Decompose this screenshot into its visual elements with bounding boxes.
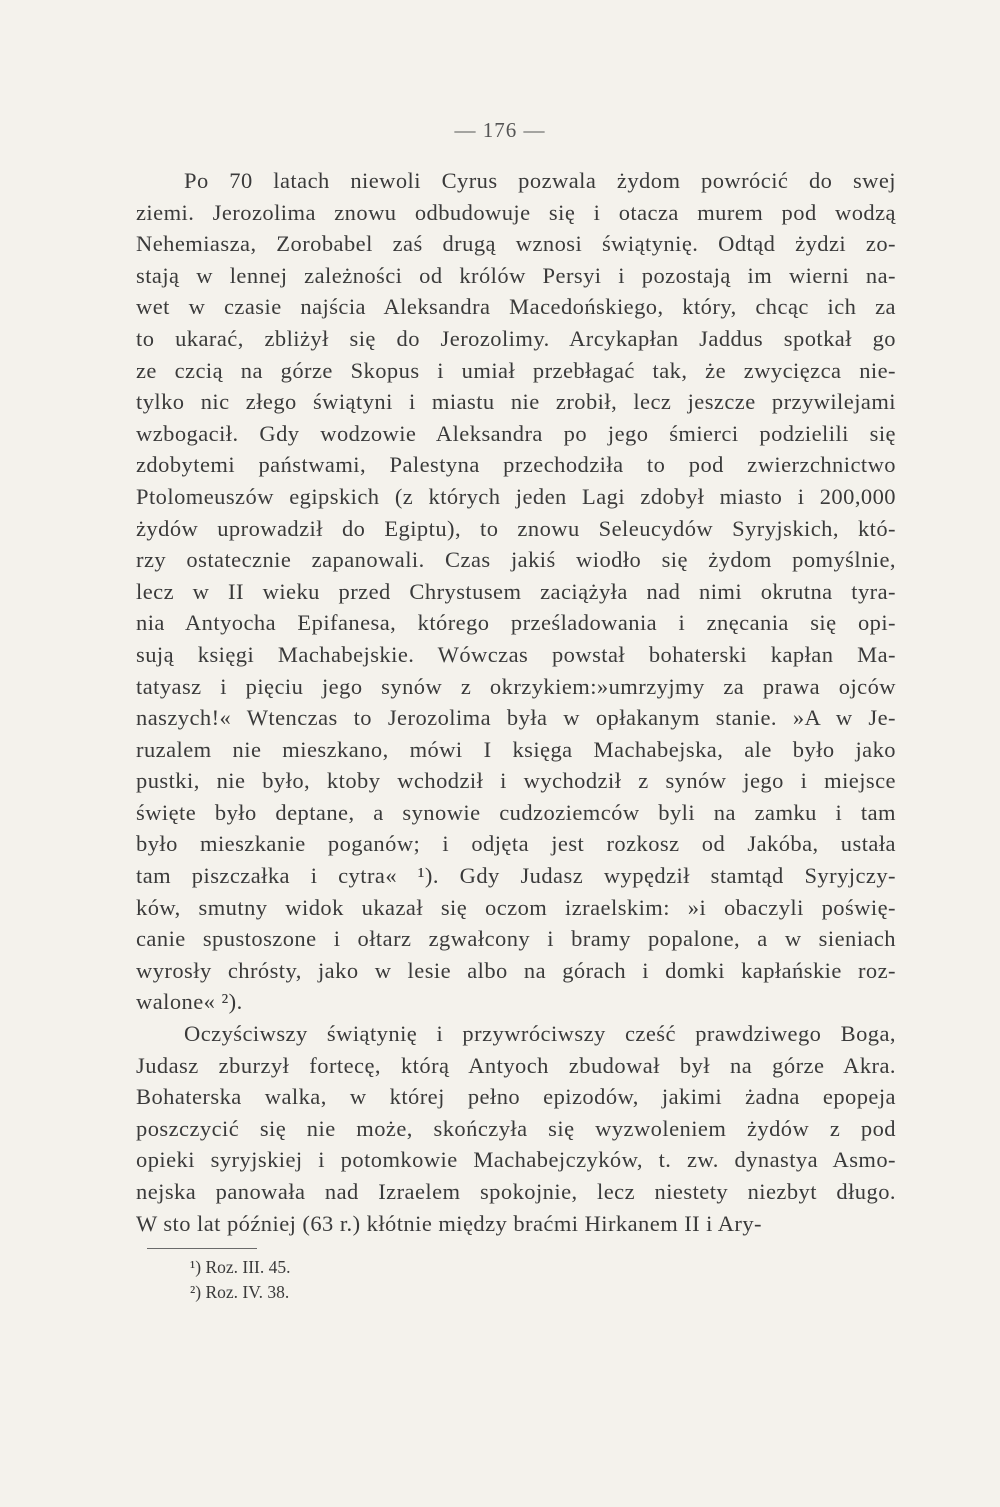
text-line: canie spustoszone i ołtarz zgwałcony i bramy popalone, a w sieniach <box>136 926 896 952</box>
text-line: stają w lennej zależności od królów Persyi i pozostają im wierni na- <box>136 262 896 288</box>
text-line: tam piszczałka i cytra« ¹). Gdy Judasz wypędził stamtąd Syryjczy- <box>136 863 896 889</box>
text-line: święte było deptane, a synowie cudzoziemców byli na zamku i tam <box>136 799 896 825</box>
text-line: poszczycić się nie może, skończyła się wyzwoleniem żydów z pod <box>136 1115 896 1141</box>
text-line: opieki syryjskiej i potomkowie Machabejczyków, t. zw. dynastya Asmo- <box>136 1147 896 1173</box>
text-line: nejska panowała nad Izraelem spokojnie, lecz niestety niezbyt długo. <box>136 1179 896 1204</box>
text-line: wyrosły chrósty, jako w lesie albo na górach i domki kapłańskie roz- <box>136 957 896 983</box>
page-number: — 176 — <box>454 118 546 142</box>
text-line: było mieszkanie poganów; i odjęta jest rozkosz od Jakóba, ustała <box>136 831 896 857</box>
text-line: nia Antyocha Epifanesa, którego prześladowania i znęcania się opi- <box>136 610 896 636</box>
text-line: ruzalem nie mieszkano, mówi I księga Machabejska, ale było jako <box>136 736 896 762</box>
text-line: to ukarać, zbliżył się do Jerozolimy. Arcykapłan Jaddus spotkał go <box>136 325 896 351</box>
footnote: ²) Roz. IV. 38. <box>190 1282 290 1302</box>
text-line: Judasz zburzył fortecę, którą Antyoch zbudował był na górze Akra. <box>136 1052 896 1078</box>
text-line: Nehemiasza, Zorobabel zaś drugą wznosi świątynię. Odtąd żydzi zo- <box>136 231 896 257</box>
text-line: lecz w II wieku przed Chrystusem zaciążyła nad nimi okrutna tyra- <box>136 578 896 604</box>
text-line: wet w czasie najścia Aleksandra Macedońskiego, który, chcąc ich za <box>136 294 896 320</box>
text-line: naszych!« Wtenczas to Jerozolima była w opłakanym stanie. »A w Je- <box>136 705 896 731</box>
text-line: Oczyściwszy świątynię i przywróciwszy cześć prawdziwego Boga, <box>184 1021 896 1047</box>
text-line: Bohaterska walka, w której pełno epizodów, jakimi żadna epopeja <box>136 1084 896 1110</box>
text-line: walone« ²). <box>136 989 243 1015</box>
text-line: pustki, nie było, ktoby wchodził i wychodził z synów jego i miejsce <box>136 768 896 794</box>
text-line: zdobytemi państwami, Palestyna przechodziła to pod zwierzchnictwo <box>136 452 896 478</box>
text-line: W sto lat później (63 r.) kłótnie między braćmi Hirkanem II i Ary- <box>136 1210 762 1236</box>
text-line: tatyasz i pięciu jego synów z okrzykiem:»umrzyjmy za prawa ojców <box>136 673 896 699</box>
text-line: Po 70 latach niewoli Cyrus pozwala żydom powrócić do swej <box>184 168 896 193</box>
text-line: wzbogacił. Gdy wodzowie Aleksandra po jego śmierci podzielili się <box>136 420 896 446</box>
footnotes <box>190 1255 291 1305</box>
text-line: sują księgi Machabejskie. Wówczas powstał bohaterski kapłan Ma- <box>136 641 896 667</box>
text-line: żydów uprowadził do Egiptu), to znowu Seleucydów Syryjskich, któ- <box>136 515 896 541</box>
text-line: Ptolomeuszów egipskich (z których jeden Lagi zdobył miasto i 200,000 <box>136 483 896 509</box>
text-line: tylko nic złego świątyni i miastu nie zrobił, lecz jeszcze przywilejami <box>136 389 896 415</box>
text-line: ziemi. Jerozolima znowu odbudowuje się i otacza murem pod wodzą <box>136 199 896 225</box>
body-text <box>136 165 896 1239</box>
footnote: ¹) Roz. III. 45. <box>190 1257 291 1277</box>
text-line: ze czcią na górze Skopus i umiał przebłagać tak, że zwycięzca nie- <box>136 357 896 383</box>
footnote-divider <box>147 1248 257 1249</box>
text-line: rzy ostatecznie zapanowali. Czas jakiś wiodło się żydom pomyślnie, <box>136 547 896 573</box>
text-line: ków, smutny widok ukazał się oczom izraelskim: »i obaczyli poświę- <box>136 894 896 920</box>
